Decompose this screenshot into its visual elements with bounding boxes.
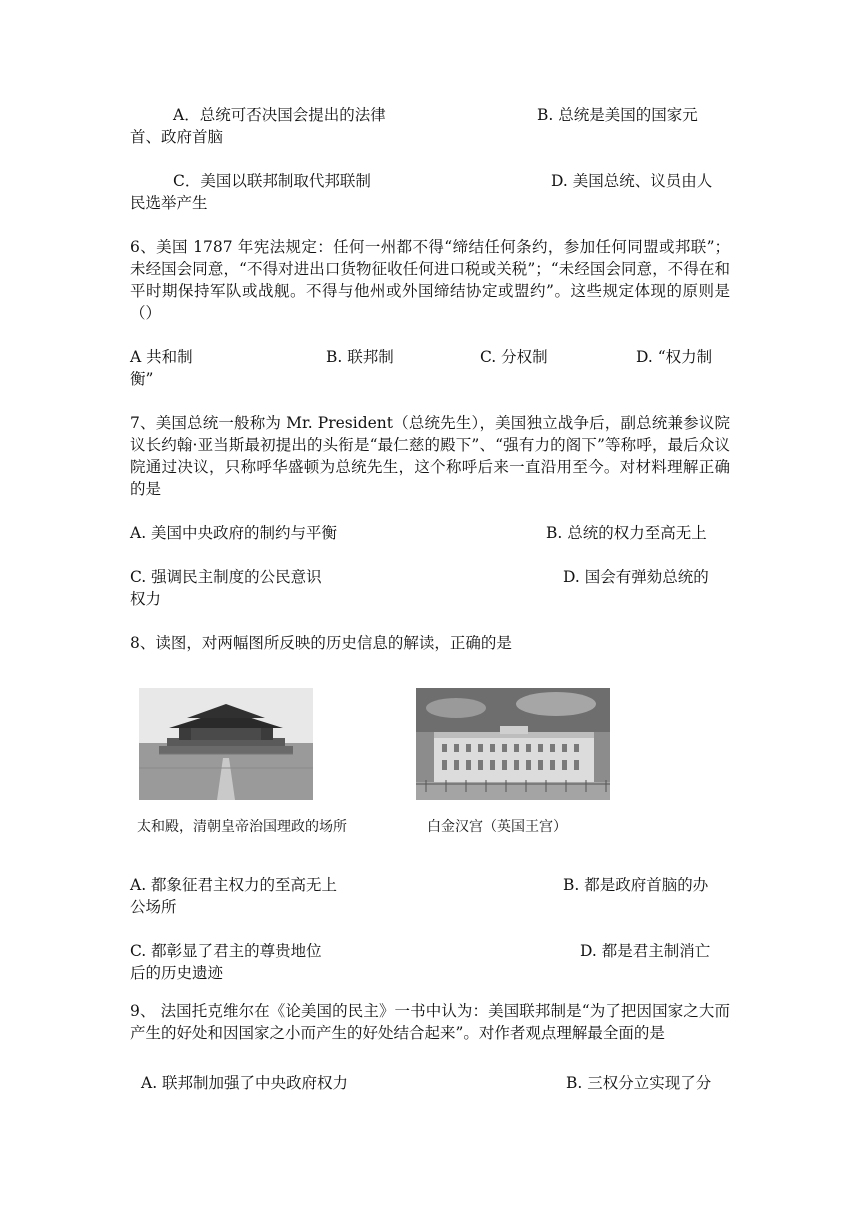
q8-option-a: A. 都象征君主权力的至高无上: [130, 876, 338, 894]
q6-option-c: C. 分权制: [480, 348, 548, 366]
q5-option-d-continued: 民选举产生: [130, 194, 208, 212]
q7-option-d: D. 国会有弹劾总统的: [563, 568, 709, 586]
q6-option-b: B. 联邦制: [326, 348, 394, 366]
q6-option-d-continued: 衡”: [130, 370, 154, 388]
q9-option-b: B. 三权分立实现了分: [566, 1074, 712, 1092]
q5-option-a: A．总统可否决国会提出的法律: [173, 106, 386, 124]
q6-stem: 6、美国 1787 年宪法规定：任何一州都不得“缔结任何条约，参加任何同盟或邦联”；未经国会同意，“不得对进出口货物征收任何进口税或关税”；“未经国会同意，不得在和平时期保持军队或战舰。不得与他州或外国缔结协定或盟约”。这些规定体现的原则是（）: [130, 238, 730, 322]
q5-option-b: B. 总统是美国的国家元: [537, 106, 698, 124]
q9-option-a: A. 联邦制加强了中央政府权力: [141, 1074, 349, 1092]
q7-stem: 7、美国总统一般称为 Mr. President（总统先生），美国独立战争后，副总统兼参议院议长约翰·亚当斯最初提出的头衔是“最仁慈的殿下”、“强有力的阁下”等称呼，最后众议院通过决议，只称呼华盛顿为总统先生，这个称呼后来一直沿用至今。对材料理解正确的是: [130, 414, 730, 498]
q7-option-d-continued: 权力: [130, 590, 162, 608]
taihedian-caption: 太和殿，清朝皇帝治国理政的场所: [137, 819, 347, 835]
q5-option-c: C．美国以联邦制取代邦联制: [173, 172, 371, 190]
taihedian-photo: [139, 688, 313, 800]
q8-figure: [130, 680, 630, 842]
q8-stem: 8、读图，对两幅图所反映的历史信息的解读，正确的是: [130, 634, 512, 652]
q5-option-d: D. 美国总统、议员由人: [551, 172, 713, 190]
q9-stem: 9、 法国托克维尔在《论美国的民主》一书中认为：美国联邦制是“为了把因国家之大而产生的好处和因国家之小而产生的好处结合起来”。对作者观点理解最全面的是: [130, 1002, 730, 1042]
q7-option-c: C. 强调民主制度的公民意识: [130, 568, 322, 586]
q8-option-d: D. 都是君主制消亡: [580, 942, 711, 960]
q6-option-d: D. “权力制: [636, 348, 713, 366]
buckingham-palace-photo: [416, 688, 610, 800]
q8-option-b: B. 都是政府首脑的办: [563, 876, 709, 894]
q8-option-d-continued: 后的历史遗迹: [130, 964, 224, 982]
q8-option-b-continued: 公场所: [130, 898, 177, 916]
q6-option-a: A 共和制: [130, 348, 193, 366]
q8-option-c: C. 都彰显了君主的尊贵地位: [130, 942, 322, 960]
q5-option-b-continued: 首、政府首脑: [130, 128, 224, 146]
q7-option-b: B. 总统的权力至高无上: [546, 524, 707, 542]
buckingham-caption: 白金汉宫（英国王宫）: [427, 819, 567, 835]
q7-option-a: A. 美国中央政府的制约与平衡: [130, 524, 338, 542]
